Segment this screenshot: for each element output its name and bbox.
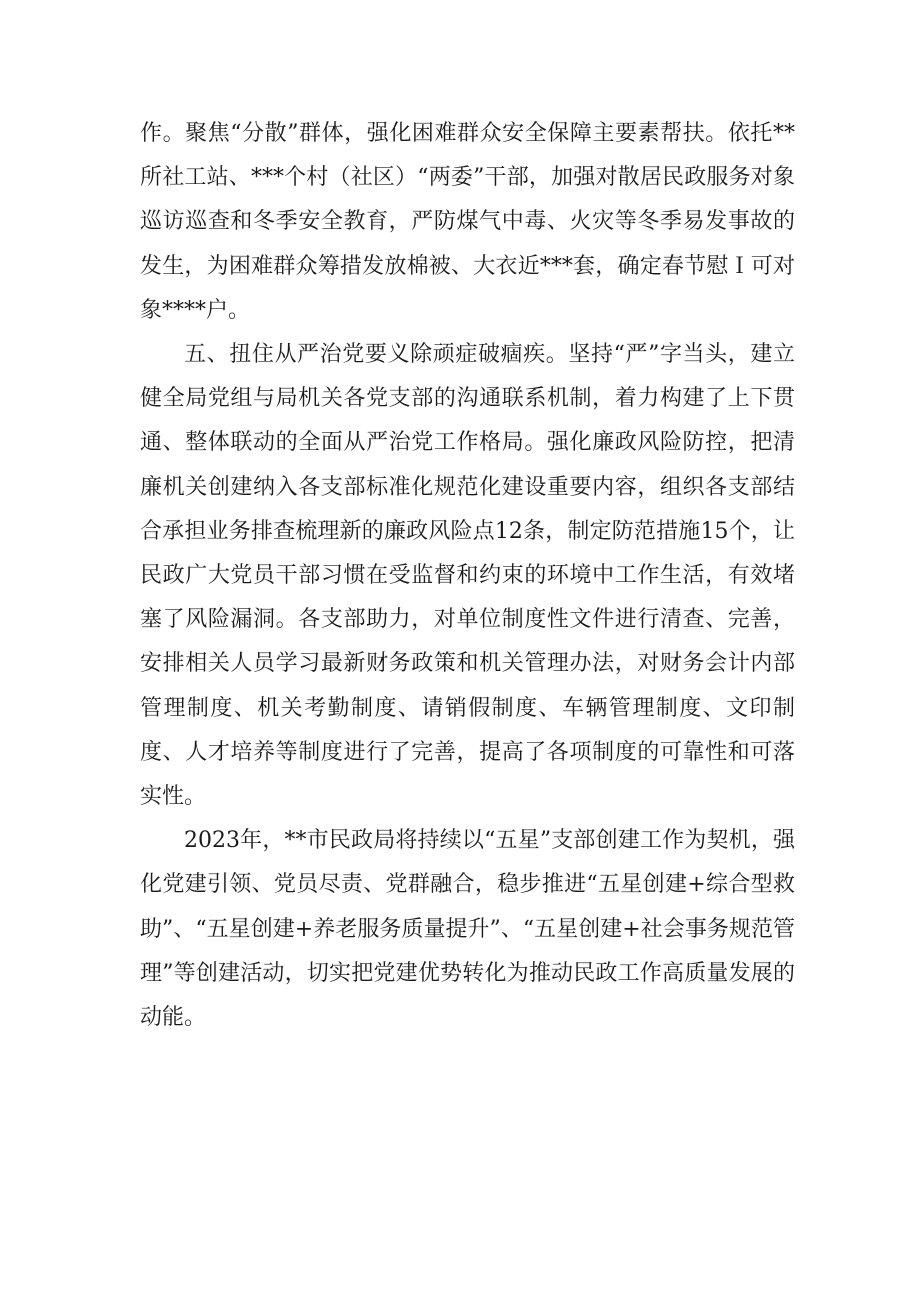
paragraph-continuation: 作。聚焦“分散”群体，强化困难群众安全保障主要素帮扶。依托**所社工站、***个村（社区）“两委”干部，加强对散居民政服务对象巡访巡查和冬季安全教育，严防煤气中毒、火灾等冬季易发事故的发生，为困难群众筹措发放棉被、大衣近***套，确定春节慰Ｉ可对象****户。 [140,121,795,323]
paragraph-section-five: 五、扭住从严治党要义除顽症破痼疾。坚持“严”字当头，建立健全局党组与局机关各党支部的沟通联系机制，着力构建了上下贯通、整体联动的全面从严治党工作格局。强化廉政风险防控，把清廉机关创建纳入各支部标准化规范化建设重要内容，组织各支部结合承担业务排查梳理新的廉政风险点12条，制定防范措施15个，让民政广大党员干部习惯在受监督和约束的环境中工作生活，有效堵塞了风险漏洞。各支部助力，对单位制度性文件进行清查、完善，安排相关人员学习最新财务政策和机关管理办法，对财务会计内部管理制度、机关考勤制度、请销假制度、车辆管理制度、文印制度、人才培养等制度进行了完善，提高了各项制度的可靠性和可落实性。 [140,342,795,810]
document-body [140,112,795,1040]
paragraph-conclusion: 2023年，**市民政局将持续以“五星”支部创建工作为契机，强化党建引领、党员尽责、党群融合，稳步推进“五星创建+综合型救助”、“五星创建+养老服务质量提升”、“五星创建+社会事务规范管理”等创建活动，切实把党建优势转化为推动民政工作高质量发展的动能。 [140,828,795,1031]
